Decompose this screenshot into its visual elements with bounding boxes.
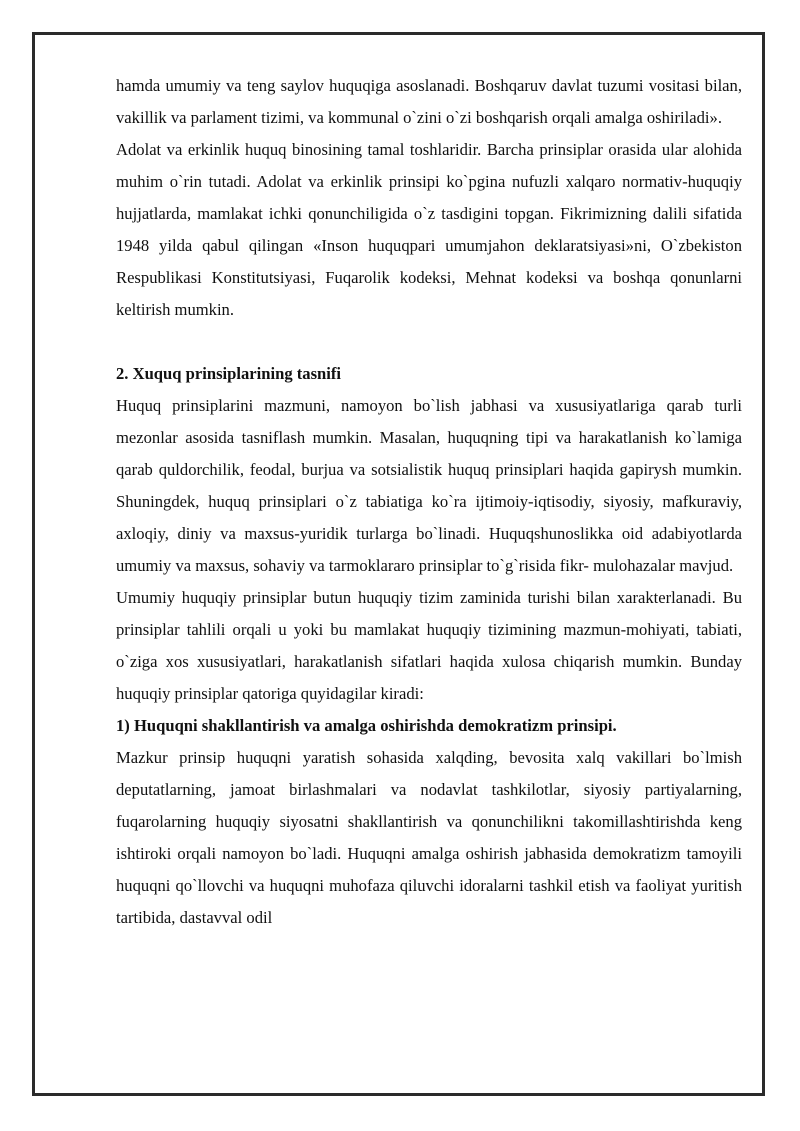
paragraph-democracy-principle: Mazkur prinsip huquqni yaratish sohasida xalqding, bevosita xalq vakillari bo`lmish deputatlarning, jamoat birlashmalari va nodavlat tashkilotlar, siyosiy partiyalarning, fuqarolarning huquqiy siyosatni shakllantirish va qonunchilikni takomillashtirishda keng ishtiroki orqali namoyon bo`ladi. Huquqni amalga oshirish jabhasida demokratizm tamoyili huquqni qo`llovchi va huquqni muhofaza qiluvchi idoralarni tashkil etish va faoliyat yuritish tartibida, dastavval odil <box>116 748 742 927</box>
paragraph-classification: Huquq prinsiplarini mazmuni, namoyon bo`lish jabhasi va xususiyatlariga qarab turli mezonlar asosida tasniflash mumkin. Masalan, huquqning tipi va harakatlanish ko`lamiga qarab quldorchilik, feodal, burjua va sotsialistik huquq prinsiplari haqida gapirysh mumkin. Shuningdek, huquq prinsiplari o`z tabiatiga ko`ra ijtimoiy-iqtisodiy, siyosiy, mafkuraviy, axloqiy, diniy va maxsus-yuridik turlarga bo`linadi. Huquqshunoslikka oid adabiyotlarda umumiy va maxsus, sohaviy va tarmoklararo prinsiplar to`g`risida fikr- mulohazalar mavjud. <box>116 396 742 575</box>
list-heading-democracy-principle: 1) Huquqni shakllantirish va amalga oshirishda demokratizm prinsipi. <box>116 716 617 735</box>
paragraph-justice-freedom: Adolat va erkinlik huquq binosining tamal toshlaridir. Barcha prinsiplar orasida ular alohida muhim o`rin tutadi. Adolat va erkinlik prinsipi ko`pgina nufuzli xalqaro normativ-huquqiy hujjatlarda, mamlakat ichki qonunchiligida o`z tasdigini topgan. Fikrimizning dalili sifatida 1948 yilda qabul qilingan «Inson huquqpari umumjahon deklaratsiyasi»ni, O`zbekiston Respublikasi Konstitutsiyasi, Fuqarolik kodeksi, Mehnat kodeksi va boshqa qonunlarni keltirish mumkin. <box>116 140 742 319</box>
section-heading-classification: 2. Xuquq prinsiplarining tasnifi <box>116 364 342 383</box>
paragraph-general-principles: Umumiy huquqiy prinsiplar butun huquqiy tizim zaminida turishi bilan xarakterlanadi. Bu prinsiplar tahlili orqali u yoki bu mamlakat huquqiy tizimining mazmun-mohiyati, tabiati, o`ziga xos xususiyatlari, harakatlanish sifatlari haqida xulosa chiqarish mumkin. Bunday huquqiy prinsiplar qatoriga quyidagilar kiradi: <box>116 588 742 703</box>
blank-line <box>116 326 742 358</box>
document-body <box>116 70 742 934</box>
paragraph-voting-rights: hamda umumiy va teng saylov huquqiga asoslanadi. Boshqaruv davlat tuzumi vositasi bilan, vakillik va parlament tizimi, va kommunal o`zini o`zi boshqarish orqali amalga oshiriladi». <box>116 76 742 127</box>
